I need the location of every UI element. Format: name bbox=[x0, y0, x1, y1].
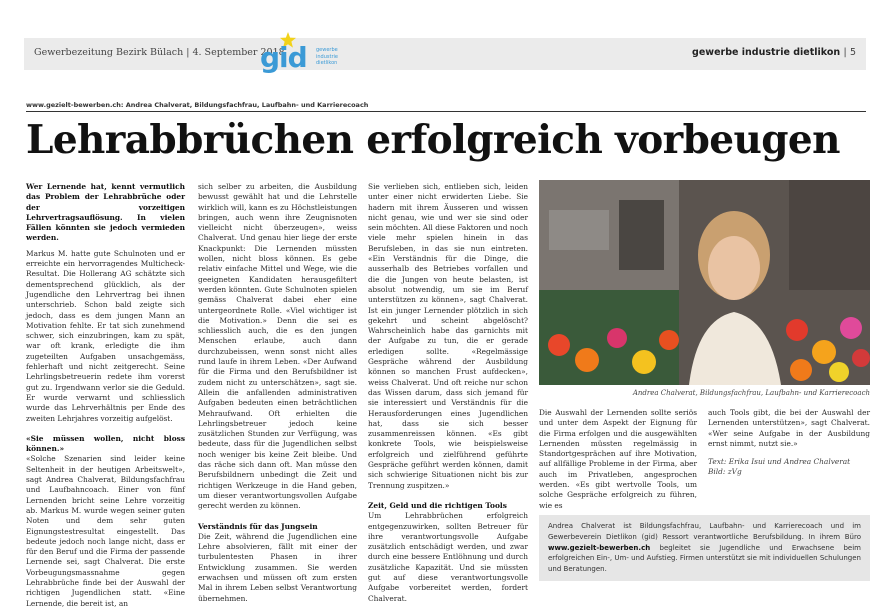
page-separator: | bbox=[843, 47, 847, 58]
section-title bbox=[692, 47, 856, 58]
article-byline: www.gezielt-bewerben.ch: Andrea Chalverat, Bildungsfachfrau, Laufbahn- und Karrierecoach bbox=[26, 101, 866, 112]
logo-word: gid bbox=[260, 41, 307, 74]
paragraph: Die Auswahl der Lernenden sollte seriös und unter dem Aspekt der Eignung für die Firma erfolgen und die ausgewählten Lernenden müssten regelmässig in Standortgesprächen auf ihre Motivation, auf allfällige Probleme in der Firma, aber auch im Privatleben, angesprochen werden. «Es gibt wertvolle Tools, um solche Gespräche erfolgreich zu führen, wie es bbox=[539, 408, 697, 510]
paragraph: sich selber zu arbeiten, die Ausbildung bewusst gewählt hat und die Lehrstelle wirklich will, kann es zu Höchstleistungen bringen, auch wenn ihre Zeugnisnoten vielleicht nicht überzeugen», weiss Chalverat. Und genau hier liege der erste Knackpunkt: Die Lernenden müssten wollen, nicht bloss können. Es gebe relativ einfache Mittel und Wege, wie die geeigneten Kandidaten herausgefiltert werden könnten. Gute Schulnoten spielen gemäss Chalverat dabei eher eine untergeordnete Rolle. «Viel wichtiger ist die Motivation.» Denn die sei es schliesslich auch, die es den jungen Menschen erlaube, auch dann durchzubeissen, wenn sonst nicht alles rund laufe in ihrem Leben. «Der Aufwand für die Firma und den Berufsbildner ist zudem nicht zu unterschätzen», sagt sie. Allein die anfallenden administrativen Aufgaben bedeuten einen beträchtlichen Mehraufwand. Oft erhielten die Lehrlingsbetreuer jedoch keine zusätzlichen Stunden zur Verfügung, was bedeute, dass für die Jugendlichen selbst noch weniger bis keine Zeit bleibe. Und das räche sich dann oft. Man müsse den Berufsbildnern unbedingt die Zeit und richtigen Werkzeuge in die Hand geben, um dieser verantwortungsvollen Aufgabe gerecht werden zu können. bbox=[198, 182, 357, 511]
infobox-text: begleitet sie Jugendliche und Erwachsene beim erfolgreichen Ein-, Um- und Aufstieg. Firmen unterstützt sie mit individuellen Schulungen und Beratungen. bbox=[548, 543, 861, 574]
logo-line-3: dietlikon bbox=[316, 60, 338, 66]
logo-subtitle bbox=[316, 47, 338, 67]
logo-line-1: gewerbe bbox=[316, 47, 338, 53]
author-infobox bbox=[539, 515, 870, 581]
portrait-photo bbox=[539, 180, 870, 385]
paragraph: Die Zeit, während die Jugendlichen eine Lehre absolvieren, fällt mit einer der turbulentesten Phasen in ihrer Entwicklung zusammen. Sie werden erwachsen und müssen oft zum ersten Mal in ihrem Leben selbst Verantwortung übernehmen. bbox=[198, 531, 357, 603]
infobox-text: Andrea Chalverat ist Bildungsfachfrau, Laufbahn- und Karrierecoach und im Gewerbeverein Dietlikon (gid) Ressort verantwortliche Berufsbildung. In ihrem Büro bbox=[548, 522, 861, 541]
logo-line-2: industrie bbox=[316, 53, 338, 60]
article-column-5 bbox=[708, 408, 870, 508]
text-credit: Text: Erika Isui und Andrea Chalverat bbox=[708, 457, 851, 467]
article-lead: Wer Lernende hat, kennt vermutlich das Problem der Lehrabbrüche oder der vorzeitigen Lehrvertragsauflösung. In vielen Fällen könnten sie jedoch vermieden werden. bbox=[26, 182, 185, 243]
article-column-3 bbox=[368, 182, 528, 603]
article-column-2 bbox=[198, 182, 357, 603]
paragraph: Markus M. hatte gute Schulnoten und er erreichte ein hervorragendes Multicheck-Resultat. Die Hollerang AG schätzte sich dementsprechend glücklich, als der Jugendliche den Lehrvertrag bei ihnen unterschrieb. Schon bald zeigte sich jedoch, dass es dem jungen Mann an Motivation fehlte. Er tat sich zunehmend schwer, sich einzubringen, kam zu spät, war oft krank, erledigte die ihm zugeteilten Aufgaben unsachgemäss, fehlerhaft und nicht zeitgerecht. Seine Lehrlingsbetreuerin redete ihm vorerst gut zu. Irgendwann verlor sie die Geduld. Er wurde verwarnt und schliesslich wurde das Lehrverhältnis per Ende des zweiten Lehrjahres vorzeitig aufgelöst. bbox=[26, 248, 185, 423]
article-column-4 bbox=[539, 408, 697, 508]
image-credit: Bild: zVg bbox=[708, 467, 742, 477]
page-number: 5 bbox=[849, 47, 856, 58]
article-column-1 bbox=[26, 182, 185, 608]
paragraph: auch Tools gibt, die bei der Auswahl der Lernenden unterstützen», sagt Chalverat. «Wer seine Aufgabe in der Ausbildung ernst nimmt, nutzt sie.» bbox=[708, 408, 870, 448]
photo-caption: Andrea Chalverat, Bildungsfachfrau, Laufbahn- und Karrierecoach bbox=[632, 389, 870, 397]
subheading: Zeit, Geld und die richtigen Tools bbox=[368, 500, 507, 510]
website-link[interactable]: www.gezielt-bewerben.ch bbox=[548, 543, 651, 552]
subheading: «Sie müssen wollen, nicht bloss können.» bbox=[26, 433, 185, 454]
gid-logo bbox=[258, 30, 358, 80]
photo-illustration bbox=[539, 180, 870, 385]
paragraph: «Solche Szenarien sind leider keine Seltenheit in der heutigen Arbeitswelt», sagt Andrea Chalverat, Bildungsfachfrau und Laufbahncoach. Einer von fünf Lernenden bricht seine Lehre vorzeitig ab. Markus M. wurde wegen seiner guten Noten und dem sehr guten Eignungstestresultat eingestellt. Das bedeute jedoch noch lange nicht, dass er für den Beruf und die Firma der passende Lernende sei, sagt Chalverat. Die erste Vorbeugungsmassnahme gegen Lehrabbrüche finde bei der Auswahl der richtigen Jugendlichen statt. «Eine Lernende, die bereit ist, an bbox=[26, 454, 185, 608]
header-bar bbox=[24, 38, 866, 74]
publication-date: Gewerbezeitung Bezirk Bülach | 4. September 2018 bbox=[34, 47, 285, 58]
paragraph: Um Lehrabbrüchen erfolgreich entgegenzuwirken, sollten Betreuer für ihre verantwortungsvolle Aufgabe zusätzlich entschädigt werden, und zwar durch eine bessere Entlöhnung und durch zusätzliche Kapazität. Und sie müssten gut auf diese verantwortungsvolle Aufgabe vorbereitet werden, fordert Chalverat. bbox=[368, 511, 528, 603]
subheading: Verständnis für das Jungsein bbox=[198, 521, 318, 531]
section-name: gewerbe industrie dietlikon bbox=[692, 47, 841, 58]
article-headline: Lehrabbrüchen erfolgreich vorbeugen bbox=[26, 117, 840, 163]
paragraph: Sie verlieben sich, entlieben sich, leiden unter einer nicht erwiderten Liebe. Sie hadern mit ihrem Äusseren und wissen nicht genau, wie und wer sie sind oder sein möchten. All diese Faktoren und noch viele mehr spielen hinein in das Berufsleben, in das sie nun eintreten. «Ein Verständnis für die Dinge, die ausserhalb des Betriebes vorfallen und die die Jungen von heute belasten, ist absolut notwendig, um sie im Beruf unterstützen zu können», sagt Chalverat. Ist ein junger Lernender plötzlich in sich gekehrt und scheint abgelöscht? Wahrscheinlich habe das garnichts mit der Aufgabe zu tun, die er gerade erledigen sollte. «Regelmässige Gespräche während der Ausbildung können so manchen Frust aufdecken», weiss Chalverat. Und oft reiche nur schon das Wissen darum, dass sich jemand für sie interessiert und Verständnis für die Herausforderungen eines Jugendlichen hat, dass sie sich besser zusammenreissen können. «Es gibt konkrete Tools, wie beispielsweise erfolgreich und zielführend geführte Gespräche geführt werden können, damit sich schwierige Situationen nicht bis zur Trennung zuspitzen.» bbox=[368, 182, 528, 490]
